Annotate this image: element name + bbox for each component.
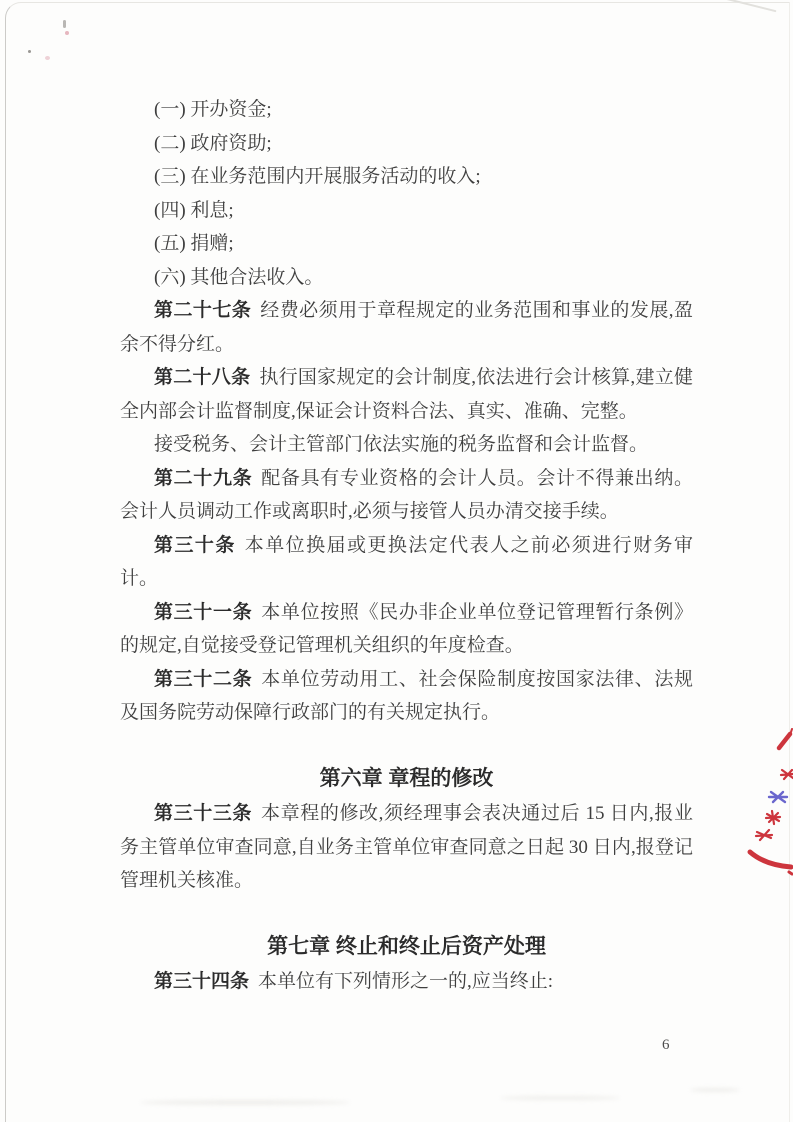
article-number: 第三十四条 [154,971,250,992]
list-item [120,127,693,161]
article-number: 第三十二条 [154,668,253,690]
article-paragraph [120,797,693,898]
paragraph-text: (一) 开办资金; [154,99,272,120]
seal-rim-bottom [750,852,791,867]
seal-rim-top [779,734,790,748]
scan-smudge [500,1096,620,1100]
article-number: 第三十三条 [154,803,253,824]
paragraph-text: (三) 在业务范围内开展服务活动的收入; [154,166,481,187]
paragraph-text: (二) 政府资助; [154,132,272,154]
scan-smudge [690,1088,740,1092]
article-paragraph [120,428,693,462]
list-item [120,227,693,261]
scan-speck [28,50,31,53]
article-number: 第三十条 [154,534,236,556]
paragraph-text: (五) 捐赠; [154,233,234,254]
list-item [120,194,693,228]
paragraph-text: (六) 其他合法收入。 [154,266,324,288]
paragraph-text: 本单位劳动用工、社会保险制度按国家法律、法规及国务院劳动保障行政部门的有关规定执行。 [120,668,693,723]
document-body [120,93,693,999]
article-paragraph [120,361,693,428]
article-number: 第二十七条 [154,300,252,321]
scan-speck [45,56,50,60]
paragraph-text: 本章程的修改,须经理事会表决通过后 15 日内,报业务主管单位审查同意,自业务主管单位审查同意之日起 30 日内,报登记管理机关核准。 [120,803,693,891]
scan-speck [65,31,69,35]
paragraph-text: (四) 利息; [154,199,234,221]
article-paragraph [120,965,693,999]
list-item [120,160,693,194]
chapter-heading: 第六章 章程的修改 [319,766,494,790]
paragraph-text: 经费必须用于章程规定的业务范围和事业的发展,盈余不得分红。 [120,300,693,355]
seal-character-marks [756,770,793,840]
article-paragraph [120,596,693,663]
paragraph-text: 接受税务、会计主管部门依法实施的税务监督和会计监督。 [154,434,649,455]
red-seal-stamp [745,726,793,876]
scan-speck [63,20,66,28]
paragraph-text: 本单位按照《民办非企业单位登记管理暂行条例》的规定,自觉接受登记管理机关组织的年度检查。 [120,601,693,656]
list-item [120,261,693,295]
scan-smudge [140,1100,350,1105]
article-paragraph [120,294,693,361]
article-number: 第二十九条 [154,467,253,489]
chapter-heading: 第七章 终止和终止后资产处理 [267,934,546,958]
article-number: 第二十八条 [154,367,251,388]
paragraph-text: 执行国家规定的会计制度,依法进行会计核算,建立健全内部会计监督制度,保证会计资料合法、真实、准确、完整。 [120,367,693,422]
paragraph-text: 本单位有下列情形之一的,应当终止: [258,971,554,992]
list-item [120,93,693,127]
article-number: 第三十一条 [154,601,253,623]
scan-corner-line [726,0,777,12]
blue-ink-mark [769,792,787,802]
article-paragraph [120,663,693,730]
paragraph-text: 本单位换届或更换法定代表人之前必须进行财务审计。 [120,534,693,589]
page-number: 6 [662,1037,670,1053]
paragraph-text: 配备具有专业资格的会计人员。会计不得兼出纳。会计人员调动工作或离职时,必须与接管人员办清交接手续。 [120,467,693,522]
article-paragraph [120,529,693,596]
article-paragraph [120,462,693,529]
